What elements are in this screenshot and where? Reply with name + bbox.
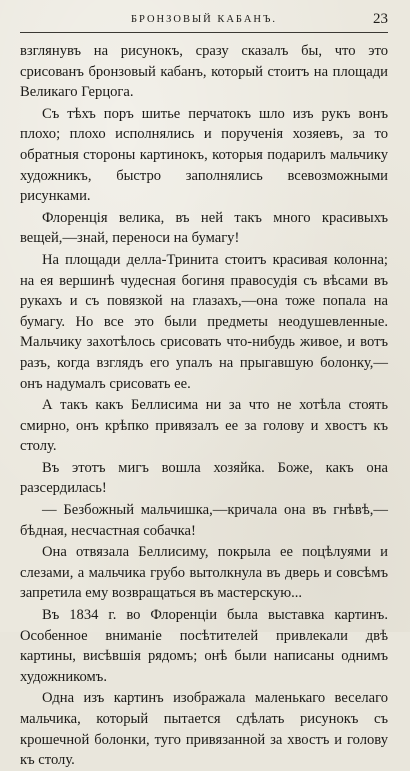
paragraph-continuation: взглянувъ на рисунокъ, сразу сказалъ бы, что это срисованъ бронзовый кабанъ, который стоитъ на площади Великаго Герцога. <box>20 43 388 101</box>
running-title: БРОНЗОВЫЙ КАБАНЪ. <box>130 14 278 25</box>
paragraph: Флоренція велика, въ ней такъ много красивыхъ вещей,—знай, переноси на бумагу! <box>20 209 388 247</box>
running-header <box>20 12 388 33</box>
paragraph: Въ этотъ мигъ вошла хозяйка. Боже, какъ она разсердилась! <box>20 459 388 497</box>
paragraph: Она отвязала Беллисиму, покрыла ее поцѣлуями и слезами, а мальчика грубо вытолкнула въ дверь и совсѣмъ запретила ему возвращаться въ мастерскую... <box>20 544 388 602</box>
page-number: 23 <box>373 11 388 27</box>
paragraph: А такъ какъ Беллисима ни за что не хотѣла стоять смирно, онъ крѣпко привязалъ ее за голову и хвостъ къ столу. <box>20 397 388 455</box>
paragraph-dialogue: — Безбожный мальчишка,—кричала она въ гнѣвѣ,—бѣдная, несчастная собачка! <box>20 502 388 539</box>
paragraph: На площади делла-Тринита стоитъ красивая колонна; на ея вершинѣ чудесная богиня правосудія съ вѣсами въ рукахъ и съ повязкой на глазахъ,—она тоже попала на бумагу. Но все это были предметы неодушевленные. Мальчику захотѣлось срисовать что-нибудь живое, и вотъ разъ, когда взглядъ его упалъ на прыгавшую болонку,—онъ надумалъ срисовать ее. <box>20 251 388 392</box>
paragraph: Съ тѣхъ поръ шитье перчатокъ шло изъ рукъ вонъ плохо; плохо исполнялись и порученія хозяевъ, за то обратныя стороны картинокъ, которыя подарилъ мальчику художникъ, быстро заполнялись всевозможными рисунками. <box>20 105 388 205</box>
paragraph: Въ 1834 г. во Флоренціи была выставка картинъ. Особенное вниманіе посѣтителей привлекали двѣ картины, висѣвшія рядомъ; онѣ были написаны однимъ художникомъ. <box>20 607 388 685</box>
paragraph: Одна изъ картинъ изображала маленькаго веселаго мальчика, который пытается сдѣлать рисунокъ съ крошечной болонки, туго привязанной за хвостъ и голову къ столу. <box>20 690 388 769</box>
body-text <box>20 41 388 771</box>
